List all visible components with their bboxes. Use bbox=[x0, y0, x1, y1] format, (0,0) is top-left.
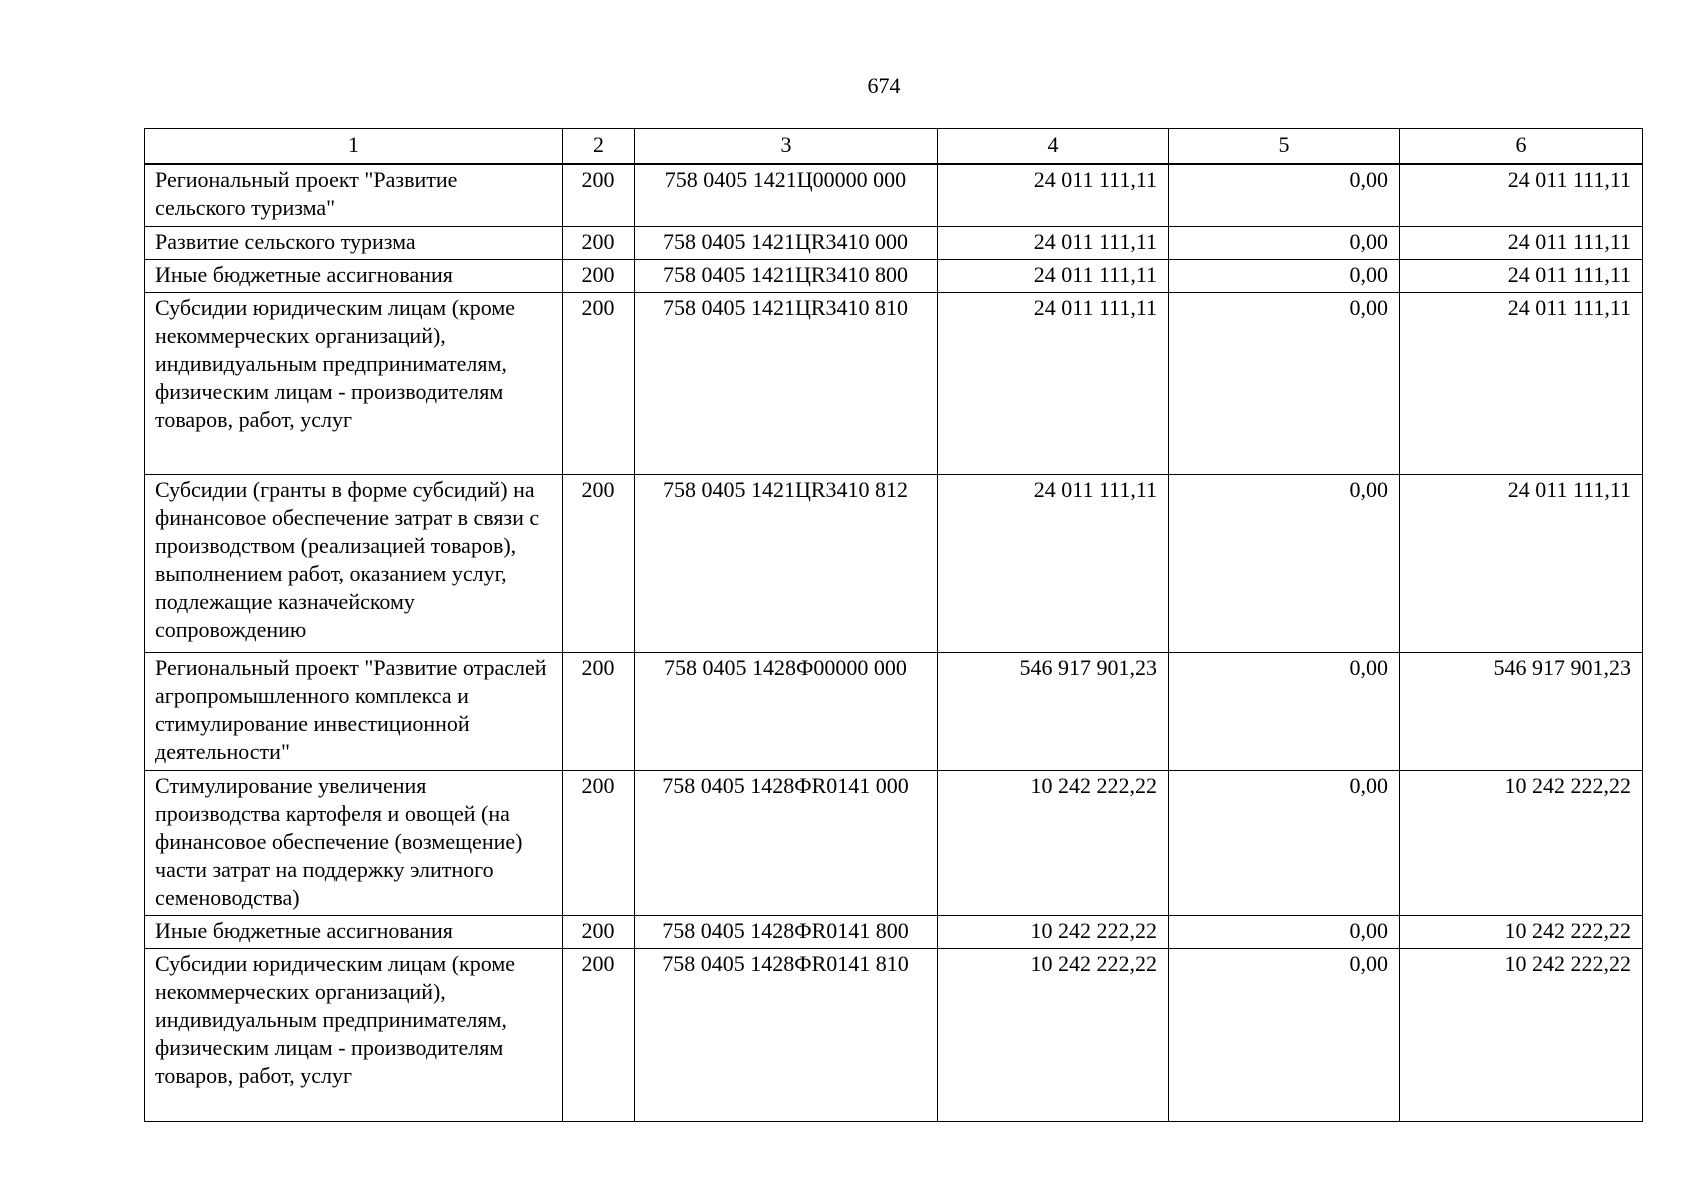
table-row bbox=[145, 259, 1643, 292]
column-header: 6 bbox=[1400, 129, 1643, 165]
row-sum-2: 0,00 bbox=[1169, 164, 1400, 226]
row-name: Субсидии юридическим лицам (кроме некоммерческих организаций), индивидуальным предпринимателям, физическим лицам - производителям товаров, работ, услуг bbox=[145, 948, 563, 1121]
row-code: 758 0405 1421ЦR3410 812 bbox=[635, 474, 938, 652]
row-code: 758 0405 1421Ц00000 000 bbox=[635, 164, 938, 226]
row-sum-3: 546 917 901,23 bbox=[1400, 652, 1643, 770]
row-sum-1: 24 011 111,11 bbox=[938, 226, 1169, 259]
row-ministry: 200 bbox=[563, 915, 635, 948]
row-sum-3: 10 242 222,22 bbox=[1400, 915, 1643, 948]
row-sum-1: 10 242 222,22 bbox=[938, 915, 1169, 948]
row-ministry: 200 bbox=[563, 948, 635, 1121]
row-sum-3: 24 011 111,11 bbox=[1400, 226, 1643, 259]
row-sum-1: 546 917 901,23 bbox=[938, 652, 1169, 770]
table-row bbox=[145, 652, 1643, 770]
row-sum-3: 24 011 111,11 bbox=[1400, 474, 1643, 652]
row-name: Региональный проект "Развитие отраслей агропромышленного комплекса и стимулирование инвестиционной деятельности" bbox=[145, 652, 563, 770]
row-name: Иные бюджетные ассигнования bbox=[145, 915, 563, 948]
column-header: 2 bbox=[563, 129, 635, 165]
row-sum-3: 10 242 222,22 bbox=[1400, 770, 1643, 915]
row-sum-2: 0,00 bbox=[1169, 948, 1400, 1121]
column-header: 3 bbox=[635, 129, 938, 165]
row-sum-2: 0,00 bbox=[1169, 474, 1400, 652]
row-sum-1: 10 242 222,22 bbox=[938, 948, 1169, 1121]
row-name: Иные бюджетные ассигнования bbox=[145, 259, 563, 292]
row-ministry: 200 bbox=[563, 226, 635, 259]
table-row bbox=[145, 164, 1643, 226]
row-sum-2: 0,00 bbox=[1169, 259, 1400, 292]
table-row bbox=[145, 292, 1643, 474]
row-sum-2: 0,00 bbox=[1169, 226, 1400, 259]
row-sum-3: 24 011 111,11 bbox=[1400, 259, 1643, 292]
row-ministry: 200 bbox=[563, 652, 635, 770]
row-sum-1: 24 011 111,11 bbox=[938, 292, 1169, 474]
row-sum-2: 0,00 bbox=[1169, 915, 1400, 948]
column-header: 1 bbox=[145, 129, 563, 165]
row-sum-3: 24 011 111,11 bbox=[1400, 164, 1643, 226]
row-sum-1: 10 242 222,22 bbox=[938, 770, 1169, 915]
table-header-row bbox=[145, 129, 1643, 165]
row-code: 758 0405 1421ЦR3410 000 bbox=[635, 226, 938, 259]
row-code: 758 0405 1428ФR0141 800 bbox=[635, 915, 938, 948]
table-row bbox=[145, 770, 1643, 915]
row-sum-2: 0,00 bbox=[1169, 292, 1400, 474]
page-number: 674 bbox=[867, 73, 901, 98]
table-row bbox=[145, 226, 1643, 259]
row-name: Региональный проект "Развитие сельского туризма" bbox=[145, 164, 563, 226]
row-sum-1: 24 011 111,11 bbox=[938, 474, 1169, 652]
table-row bbox=[145, 948, 1643, 1121]
row-code: 758 0405 1428ФR0141 810 bbox=[635, 948, 938, 1121]
column-header: 5 bbox=[1169, 129, 1400, 165]
row-code: 758 0405 1428ФR0141 000 bbox=[635, 770, 938, 915]
row-sum-3: 10 242 222,22 bbox=[1400, 948, 1643, 1121]
row-sum-2: 0,00 bbox=[1169, 770, 1400, 915]
row-ministry: 200 bbox=[563, 770, 635, 915]
table-row bbox=[145, 915, 1643, 948]
row-code: 758 0405 1421ЦR3410 800 bbox=[635, 259, 938, 292]
row-ministry: 200 bbox=[563, 474, 635, 652]
table-row bbox=[145, 474, 1643, 652]
row-name: Развитие сельского туризма bbox=[145, 226, 563, 259]
row-name: Субсидии юридическим лицам (кроме некоммерческих организаций), индивидуальным предпринимателям, физическим лицам - производителям товаров, работ, услуг bbox=[145, 292, 563, 474]
row-ministry: 200 bbox=[563, 164, 635, 226]
row-ministry: 200 bbox=[563, 259, 635, 292]
row-sum-2: 0,00 bbox=[1169, 652, 1400, 770]
row-sum-1: 24 011 111,11 bbox=[938, 164, 1169, 226]
row-name: Субсидии (гранты в форме субсидий) на финансовое обеспечение затрат в связи с производством (реализацией товаров), выполнением работ, оказанием услуг, подлежащие казначейскому сопровождению bbox=[145, 474, 563, 652]
row-name: Стимулирование увеличения производства картофеля и овощей (на финансовое обеспечение (возмещение) части затрат на поддержку элитного семеноводства) bbox=[145, 770, 563, 915]
row-code: 758 0405 1421ЦR3410 810 bbox=[635, 292, 938, 474]
row-sum-3: 24 011 111,11 bbox=[1400, 292, 1643, 474]
row-ministry: 200 bbox=[563, 292, 635, 474]
row-sum-1: 24 011 111,11 bbox=[938, 259, 1169, 292]
budget-table bbox=[144, 128, 1643, 1122]
column-header: 4 bbox=[938, 129, 1169, 165]
row-code: 758 0405 1428Ф00000 000 bbox=[635, 652, 938, 770]
